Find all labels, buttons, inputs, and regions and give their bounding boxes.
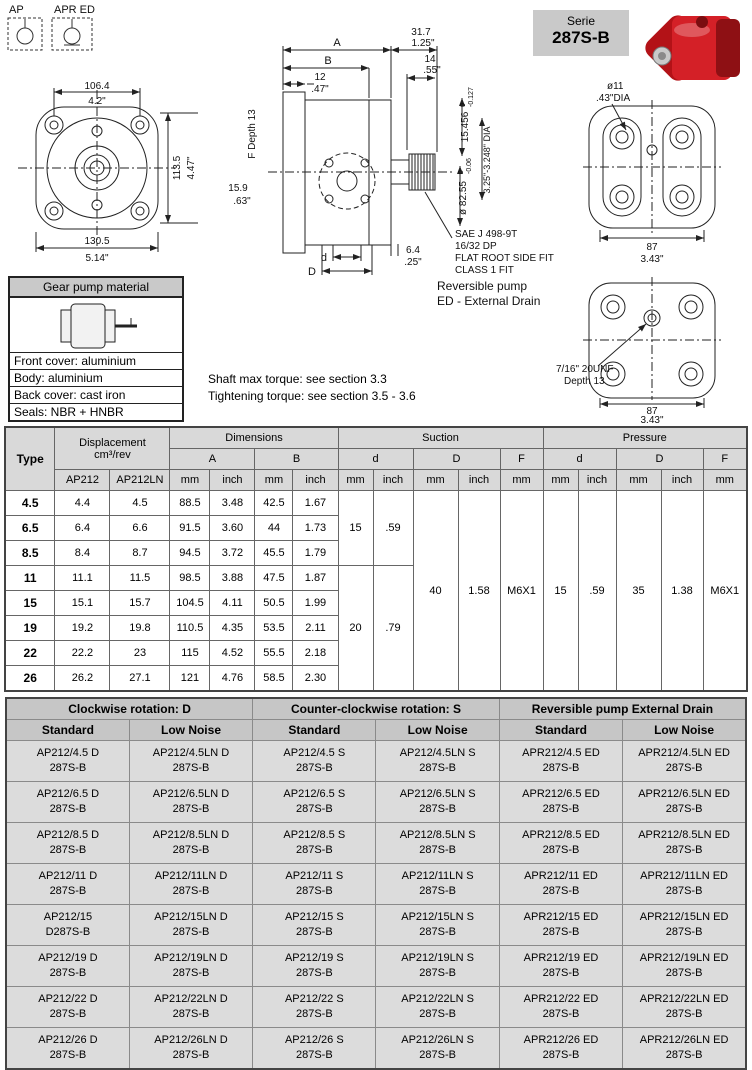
ap212ln-header: AP212LN	[110, 470, 170, 491]
spec-cell: 2.30	[293, 666, 338, 692]
dim-0-55in: .55"	[423, 65, 441, 76]
material-box-title: Gear pump material	[10, 278, 182, 298]
spec-cell: 11.1	[55, 566, 110, 591]
svg-text:ø 82.55: ø 82.55	[458, 181, 469, 215]
unit-header: mm	[170, 470, 210, 491]
unf-depth-note: Depth 13	[564, 376, 605, 387]
material-back-cover: Back cover: cast iron	[10, 386, 182, 403]
model-cell: AP212/15LN D 287S-B	[129, 905, 252, 946]
shaft-torque-note: Shaft max torque: see section 3.3	[208, 372, 387, 386]
model-row	[6, 823, 746, 864]
unit-header: mm	[500, 470, 543, 491]
spec-header-units	[5, 470, 747, 491]
shaft-dia-label: 3.25"-3.248" DIA	[482, 126, 492, 194]
material-figure	[10, 298, 182, 352]
spec-cell: 3.60	[210, 516, 255, 541]
model-cell: APR212/22 ED 287S-B	[499, 987, 622, 1028]
dim-5-14in: 5.14"	[85, 253, 109, 264]
spec-cell: 15	[338, 491, 373, 566]
model-cell: AP212/19 D 287S-B	[6, 946, 129, 987]
spec-cell: 2.11	[293, 616, 338, 641]
spec-cell: 6.5	[5, 516, 55, 541]
material-seals: Seals: NBR + HNBR	[10, 403, 182, 420]
spec-cell: 15.7	[110, 591, 170, 616]
dim-106-4: 106.4	[84, 81, 110, 92]
spec-cell: 27.1	[110, 666, 170, 692]
model-cell: AP212/8.5 D 287S-B	[6, 823, 129, 864]
unit-header: mm	[338, 470, 373, 491]
apr-ed-symbol-icon	[52, 18, 92, 50]
counter-clockwise-group-header: Counter-clockwise rotation: S	[253, 698, 500, 720]
spec-cell: 19.2	[55, 616, 110, 641]
pressure-F-header: F	[703, 449, 747, 470]
unit-header: mm	[413, 470, 458, 491]
model-cell: APR212/6.5 ED 287S-B	[499, 782, 622, 823]
unit-header: inch	[458, 470, 500, 491]
spec-cell: 35	[616, 491, 661, 692]
sae-note-4: CLASS 1 FIT	[455, 265, 514, 276]
model-cell: APR212/15 ED 287S-B	[499, 905, 622, 946]
spline-dia-dim	[460, 87, 475, 142]
model-row	[6, 946, 746, 987]
ap212-header: AP212	[55, 470, 110, 491]
spec-cell: 4.52	[210, 641, 255, 666]
model-cell: AP212/4.5 D 287S-B	[6, 741, 129, 782]
front-view-drawing	[18, 88, 198, 252]
displacement-header	[55, 427, 170, 470]
model-cell: AP212/11LN S 287S-B	[376, 864, 499, 905]
side-view-drawing	[268, 46, 482, 275]
pressure-d-header: d	[543, 449, 616, 470]
model-cell: AP212/4.5LN D 287S-B	[129, 741, 252, 782]
spec-cell: 22.2	[55, 641, 110, 666]
dim-1-25in: 1.25"	[411, 38, 435, 49]
spec-cell: 15	[5, 591, 55, 616]
serie-badge	[533, 10, 629, 56]
ap-symbol-icon	[8, 18, 42, 50]
model-cell: AP212/11 D 287S-B	[6, 864, 129, 905]
model-cell: AP212/19LN S 287S-B	[376, 946, 499, 987]
material-front-cover: Front cover: aluminium	[10, 352, 182, 369]
spec-cell: 4.5	[5, 491, 55, 516]
unf-thread-note: 7/16" 20UNF	[556, 364, 614, 375]
spec-cell: 1.67	[293, 491, 338, 516]
dim-4-2in: 4.2"	[88, 96, 106, 107]
dim-6-4: 6.4	[406, 245, 420, 256]
technical-drawings-area	[0, 0, 752, 424]
spec-cell: 3.88	[210, 566, 255, 591]
model-cell: AP212/8.5LN S 287S-B	[376, 823, 499, 864]
sae-note-2: 16/32 DP	[455, 241, 497, 252]
dim-12: 12	[314, 72, 326, 83]
pressure-D-header: D	[616, 449, 703, 470]
spec-cell: 1.38	[661, 491, 703, 692]
spec-cell: 15.1	[55, 591, 110, 616]
spec-cell: 50.5	[255, 591, 293, 616]
model-cell: AP212/8.5LN D 287S-B	[129, 823, 252, 864]
model-cell: AP212/22LN D 287S-B	[129, 987, 252, 1028]
spec-cell: 19	[5, 616, 55, 641]
serie-label: Serie	[566, 14, 595, 28]
material-body: Body: aluminium	[10, 369, 182, 386]
standard-header: Standard	[499, 720, 622, 741]
model-cell: AP212/15LN S 287S-B	[376, 905, 499, 946]
model-cell: APR212/19LN ED 287S-B	[623, 946, 746, 987]
col-b-header: B	[255, 449, 338, 470]
dim-343-top: 3.43"	[640, 254, 664, 265]
col-a-header: A	[170, 449, 255, 470]
model-cell: APR212/15LN ED 287S-B	[623, 905, 746, 946]
apr-ed-symbol-label: APR ED	[54, 4, 95, 16]
spec-cell: 3.72	[210, 541, 255, 566]
spec-cell: 58.5	[255, 666, 293, 692]
spec-cell: 104.5	[170, 591, 210, 616]
unit-header: inch	[210, 470, 255, 491]
product-photo	[641, 6, 748, 94]
spec-cell: 26.2	[55, 666, 110, 692]
spec-table	[4, 426, 748, 692]
unit-header: mm	[616, 470, 661, 491]
displacement-unit: cm³/rev	[94, 448, 131, 461]
model-cell: AP212/15 D287S-B	[6, 905, 129, 946]
dim-D-label: D	[308, 266, 316, 278]
model-cell: APR212/26 ED 287S-B	[499, 1028, 622, 1070]
spec-cell: 4.76	[210, 666, 255, 692]
model-cell: AP212/4.5 S 287S-B	[253, 741, 376, 782]
spec-cell: 11.5	[110, 566, 170, 591]
dim-0-63in: .63"	[233, 196, 251, 207]
ap-symbol-label: AP	[9, 4, 24, 16]
spec-cell: 94.5	[170, 541, 210, 566]
standard-header: Standard	[253, 720, 376, 741]
spec-cell: M6X1	[703, 491, 747, 692]
tightening-torque-note: Tightening torque: see section 3.5 - 3.6	[208, 389, 416, 403]
spec-cell: .79	[373, 566, 413, 692]
spec-cell: 1.73	[293, 516, 338, 541]
spec-cell: 110.5	[170, 616, 210, 641]
spec-cell: M6X1	[500, 491, 543, 692]
svg-text:-0.06: -0.06	[466, 158, 473, 174]
spec-cell: 88.5	[170, 491, 210, 516]
spec-cell: 1.58	[458, 491, 500, 692]
spec-cell: 4.11	[210, 591, 255, 616]
unit-header: mm	[543, 470, 578, 491]
svg-text:0: 0	[460, 103, 467, 107]
f-depth-label: F Depth 13	[247, 109, 258, 159]
model-row	[6, 741, 746, 782]
model-cell: APR212/6.5LN ED 287S-B	[623, 782, 746, 823]
spec-cell: 4.4	[55, 491, 110, 516]
torque-notes	[208, 371, 416, 405]
svg-text:15.456: 15.456	[460, 111, 471, 143]
dim-a-label: A	[333, 37, 341, 49]
model-cell: APR212/8.5LN ED 287S-B	[623, 823, 746, 864]
model-cell: AP212/22 D 287S-B	[6, 987, 129, 1028]
spec-cell: .59	[578, 491, 616, 692]
spec-cell: 11	[5, 566, 55, 591]
clockwise-group-header: Clockwise rotation: D	[6, 698, 253, 720]
dim-0-47in: .47"	[311, 84, 329, 95]
rear-view-top-drawing	[583, 100, 721, 242]
dim-113-5: 113.5	[172, 155, 183, 181]
model-row	[6, 864, 746, 905]
reversible-note-line1: Reversible pump	[437, 279, 528, 293]
dim-43dia: .43"DIA	[596, 93, 631, 104]
dim-4-47in: 4.47"	[186, 156, 197, 180]
model-cell: APR212/11LN ED 287S-B	[623, 864, 746, 905]
displacement-label: Displacement	[79, 436, 146, 449]
spec-cell: 19.8	[110, 616, 170, 641]
spec-cell: 6.6	[110, 516, 170, 541]
spec-cell: 47.5	[255, 566, 293, 591]
model-cell: AP212/8.5 S 287S-B	[253, 823, 376, 864]
pump-section-icon	[13, 300, 179, 350]
model-cell: APR212/8.5 ED 287S-B	[499, 823, 622, 864]
low-noise-header: Low Noise	[376, 720, 499, 741]
unit-header: mm	[703, 470, 747, 491]
spec-cell: 4.35	[210, 616, 255, 641]
dim-b-label: B	[324, 55, 332, 67]
spec-cell: 1.99	[293, 591, 338, 616]
low-noise-header: Low Noise	[623, 720, 746, 741]
model-cell: AP212/11LN D 287S-B	[129, 864, 252, 905]
dim-o11: ø11	[607, 81, 624, 92]
model-row	[6, 905, 746, 946]
spec-cell: 20	[338, 566, 373, 692]
spec-cell: 1.87	[293, 566, 338, 591]
svg-text:-0.127: -0.127	[468, 87, 475, 107]
model-cell: AP212/11 S 287S-B	[253, 864, 376, 905]
reversible-group-header: Reversible pump External Drain	[499, 698, 746, 720]
spec-cell: 53.5	[255, 616, 293, 641]
spec-cell: 40	[413, 491, 458, 692]
model-cell: AP212/26 D 287S-B	[6, 1028, 129, 1070]
model-table	[5, 697, 747, 1070]
spec-cell: 4.5	[110, 491, 170, 516]
spec-cell: 6.4	[55, 516, 110, 541]
svg-text:0: 0	[458, 170, 465, 174]
spec-cell: 115	[170, 641, 210, 666]
spec-cell: 2.18	[293, 641, 338, 666]
dim-15-9: 15.9	[228, 183, 248, 194]
dim-14: 14	[424, 54, 436, 65]
model-row	[6, 782, 746, 823]
unit-header: inch	[578, 470, 616, 491]
spec-cell: 3.48	[210, 491, 255, 516]
unit-header: inch	[373, 470, 413, 491]
spec-cell: 8.4	[55, 541, 110, 566]
spec-header-groups	[5, 427, 747, 449]
spec-cell: 91.5	[170, 516, 210, 541]
model-cell: APR212/11 ED 287S-B	[499, 864, 622, 905]
spec-cell: 26	[5, 666, 55, 692]
suction-D-header: D	[413, 449, 500, 470]
unit-header: mm	[255, 470, 293, 491]
spec-cell: 98.5	[170, 566, 210, 591]
model-cell: AP212/15 S 287S-B	[253, 905, 376, 946]
model-cell: APR212/19 ED 287S-B	[499, 946, 622, 987]
model-cell: AP212/19 S 287S-B	[253, 946, 376, 987]
model-cell: AP212/22LN S 287S-B	[376, 987, 499, 1028]
spec-cell: 1.79	[293, 541, 338, 566]
dimensions-group-header: Dimensions	[170, 427, 338, 449]
dim-130-5: 130.5	[84, 236, 110, 247]
suction-F-header: F	[500, 449, 543, 470]
model-cell: AP212/6.5 S 287S-B	[253, 782, 376, 823]
spec-cell: 44	[255, 516, 293, 541]
spec-cell: 45.5	[255, 541, 293, 566]
serie-value: 287S-B	[552, 28, 610, 47]
dim-31-7: 31.7	[411, 27, 431, 38]
spec-row	[5, 491, 747, 516]
model-cell: AP212/19LN D 287S-B	[129, 946, 252, 987]
model-cell: AP212/4.5LN S 287S-B	[376, 741, 499, 782]
spec-cell: 23	[110, 641, 170, 666]
spec-cell: .59	[373, 491, 413, 566]
rear-view-bottom-drawing	[583, 277, 721, 408]
spec-cell: 121	[170, 666, 210, 692]
dim-0-25in: .25"	[404, 257, 422, 268]
material-box	[8, 276, 184, 422]
model-cell: AP212/6.5LN S 287S-B	[376, 782, 499, 823]
spec-cell: 8.7	[110, 541, 170, 566]
spec-cell: 22	[5, 641, 55, 666]
model-cell: APR212/4.5LN ED 287S-B	[623, 741, 746, 782]
spec-cell: 8.5	[5, 541, 55, 566]
model-row	[6, 987, 746, 1028]
sae-note-3: FLAT ROOT SIDE FIT	[455, 253, 554, 264]
spec-cell: 42.5	[255, 491, 293, 516]
unit-header: inch	[661, 470, 703, 491]
standard-header: Standard	[6, 720, 129, 741]
dim-343-bottom: 3.43"	[640, 415, 664, 424]
model-subheader-row	[6, 720, 746, 741]
model-cell: APR212/26LN ED 287S-B	[623, 1028, 746, 1070]
pressure-group-header: Pressure	[543, 427, 747, 449]
model-cell: AP212/6.5LN D 287S-B	[129, 782, 252, 823]
suction-d-header: d	[338, 449, 413, 470]
model-cell: AP212/26LN D 287S-B	[129, 1028, 252, 1070]
dim-87-bottom: 87	[646, 406, 658, 417]
model-cell: APR212/4.5 ED 287S-B	[499, 741, 622, 782]
type-header: Type	[5, 427, 55, 491]
model-cell: AP212/26 S 287S-B	[253, 1028, 376, 1070]
low-noise-header: Low Noise	[129, 720, 252, 741]
spec-cell: 55.5	[255, 641, 293, 666]
sae-note-1: SAE J 498-9T	[455, 229, 518, 240]
dim-87-top: 87	[646, 242, 658, 253]
model-row	[6, 1028, 746, 1070]
spec-cell: 15	[543, 491, 578, 692]
suction-group-header: Suction	[338, 427, 543, 449]
model-group-header-row	[6, 698, 746, 720]
model-cell: AP212/6.5 D 287S-B	[6, 782, 129, 823]
reversible-note-line2: ED - External Drain	[437, 294, 541, 308]
model-cell: AP212/22 S 287S-B	[253, 987, 376, 1028]
dim-d-label: d	[320, 252, 327, 264]
model-cell: APR212/22LN ED 287S-B	[623, 987, 746, 1028]
unit-header: inch	[293, 470, 338, 491]
model-cell: AP212/26LN S 287S-B	[376, 1028, 499, 1070]
